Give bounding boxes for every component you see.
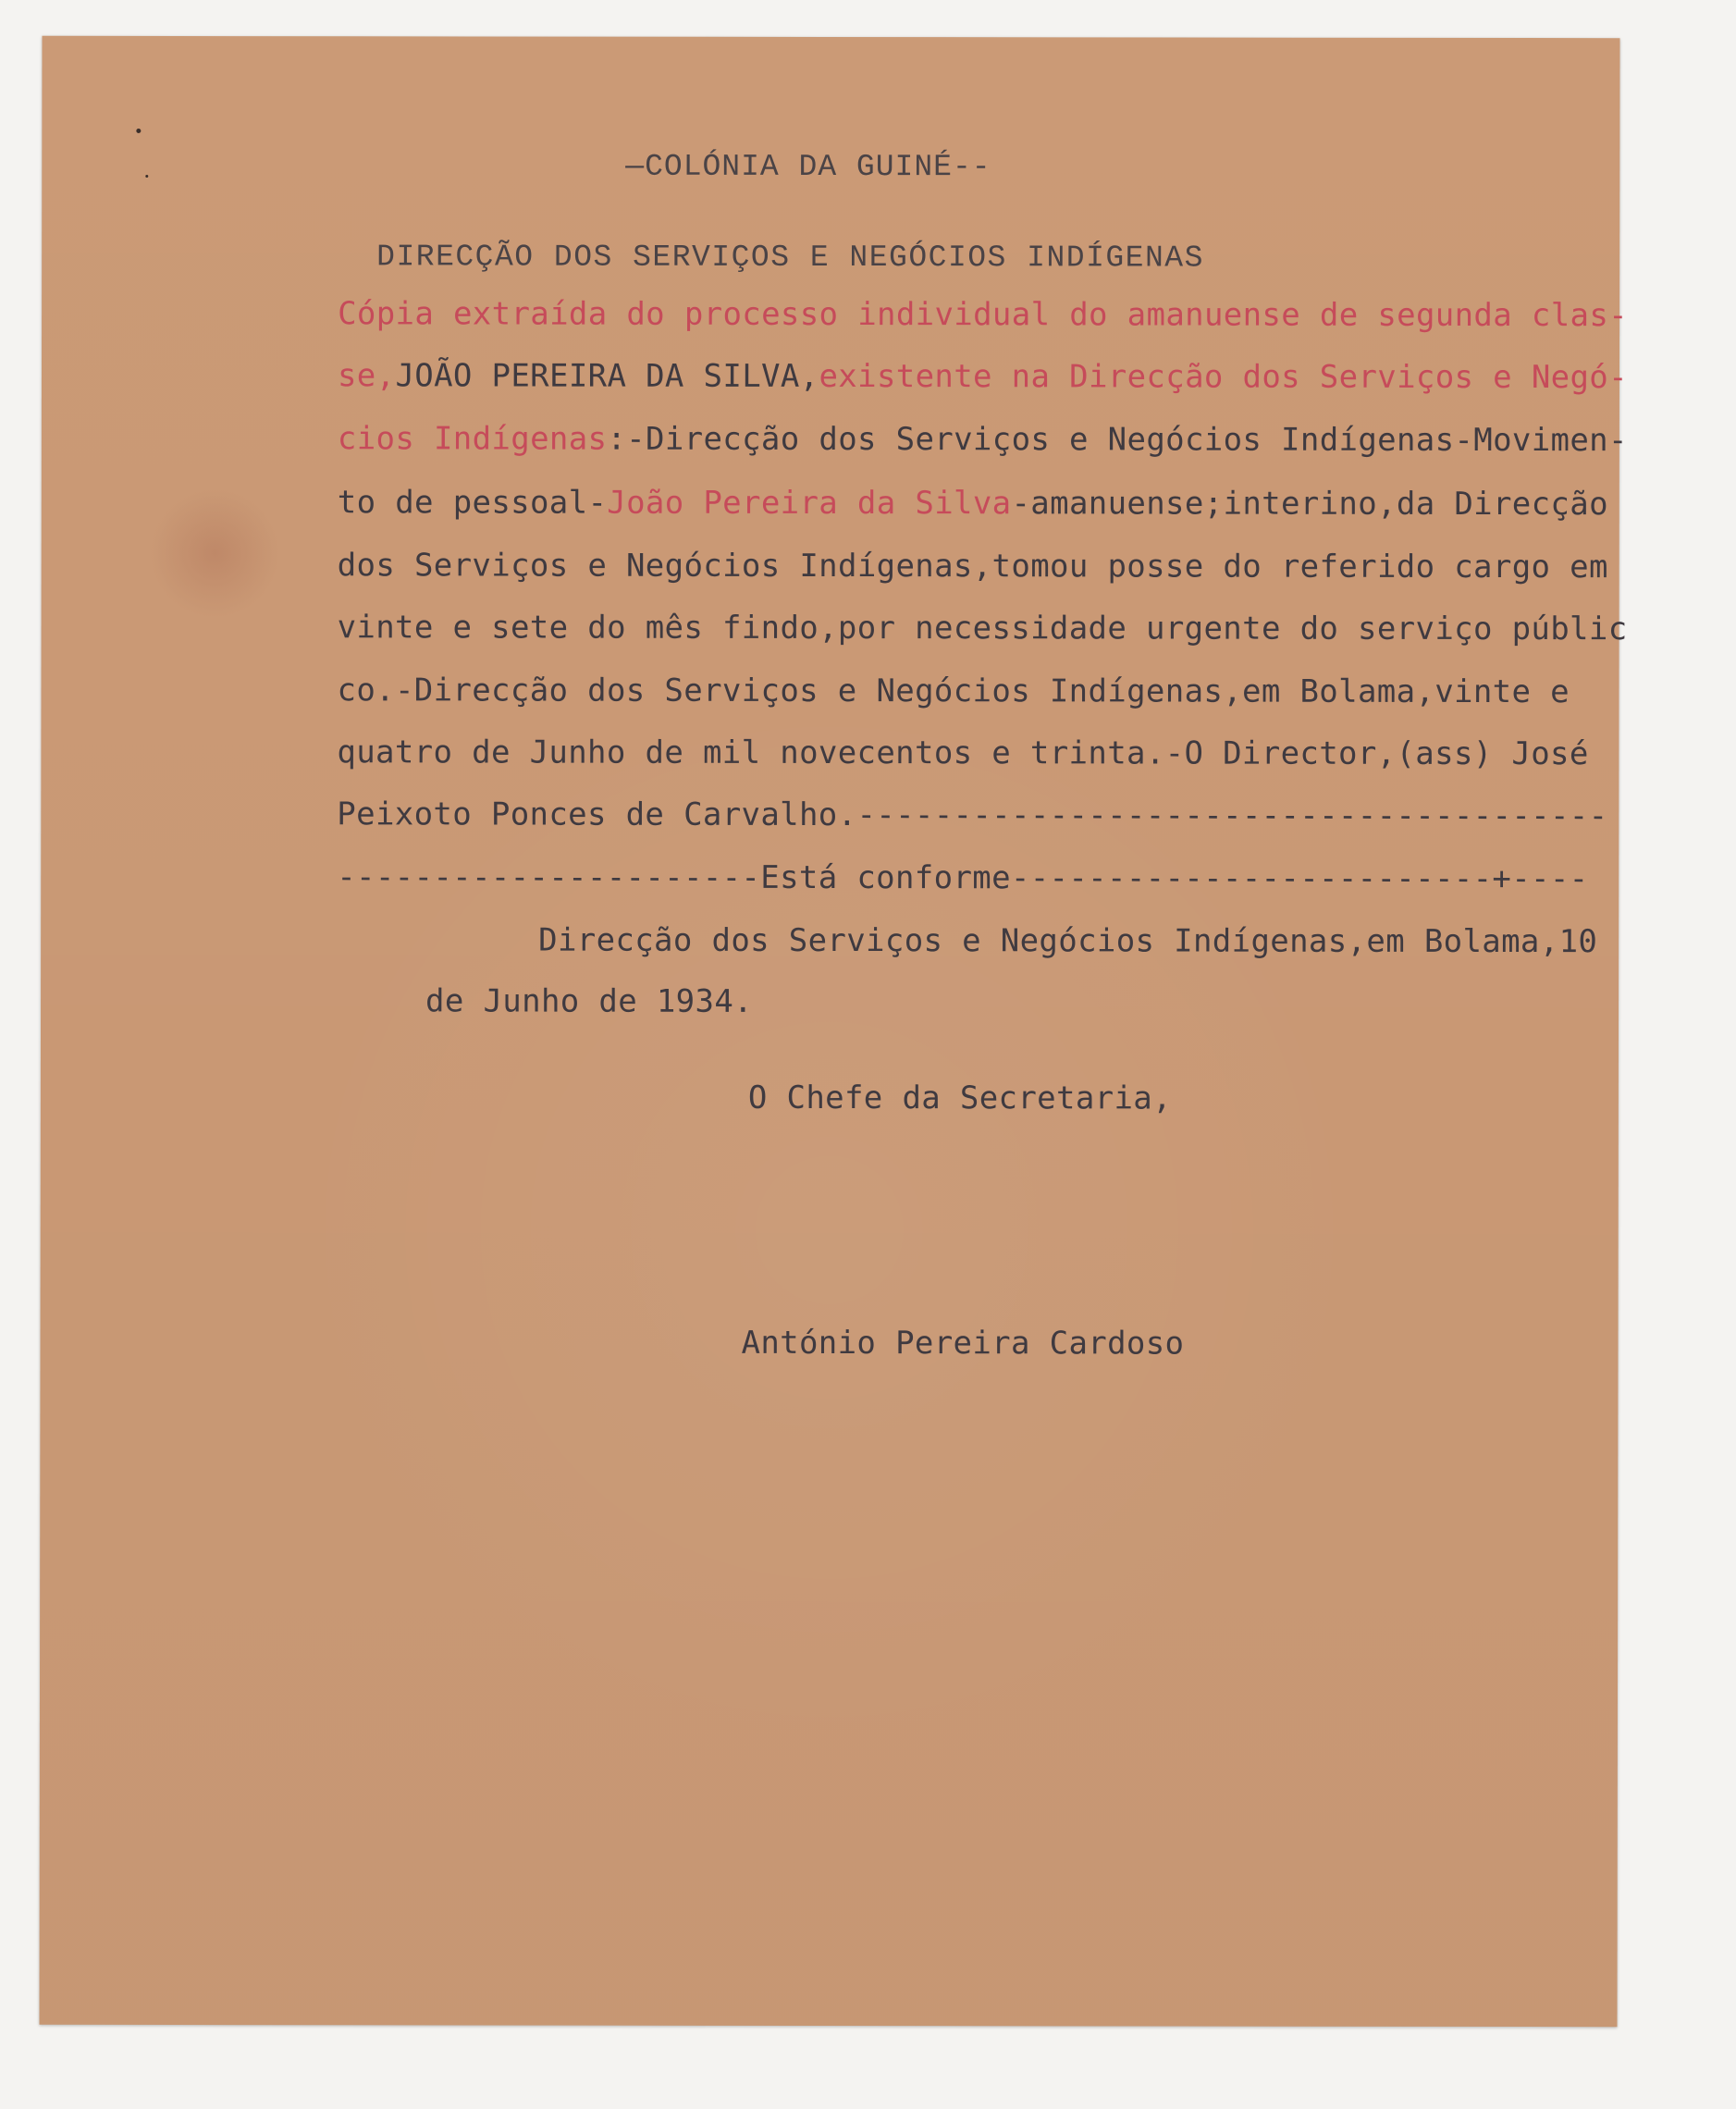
- body-line-9: Peixoto Ponces de Carvalho.---------------------------------------: [337, 796, 1608, 835]
- body-line-1-red: Cópia extraída do processo individual do amanuense de segunda clas-: [338, 295, 1629, 335]
- signature-name: António Pereira Cardoso: [741, 1324, 1185, 1363]
- body-line-2: [337, 357, 1628, 397]
- body-line-4: [337, 484, 1608, 524]
- body-line-2-name: JOÃO PEREIRA DA SILVA,: [395, 357, 819, 395]
- body-line-1: [338, 295, 1629, 335]
- body-line-8: quatro de Junho de mil novecentos e trinta.-O Director,(ass) José: [337, 734, 1589, 773]
- body-line-3: [337, 420, 1628, 460]
- location-date-line-1: Direcção dos Serviços e Negócios Indígenas,em Bolama,10: [538, 921, 1598, 961]
- body-line-7: co.-Direcção dos Serviços e Negócios Indígenas,em Bolama,vinte e: [337, 672, 1570, 711]
- colony-title: —COLÓNIA DA GUINÉ--: [625, 149, 991, 185]
- body-line-4-black-a: to de pessoal-: [337, 484, 608, 522]
- location-date-line-2: de Junho de 1934.: [425, 982, 754, 1020]
- document-page: [39, 36, 1629, 2027]
- signature-title: O Chefe da Secretaria,: [747, 1079, 1172, 1117]
- body-line-5: dos Serviços e Negócios Indígenas,tomou posse do referido cargo em: [337, 547, 1608, 586]
- department-heading: DIRECÇÃO DOS SERVIÇOS E NEGÓCIOS INDÍGENAS: [376, 240, 1204, 276]
- body-line-6: vinte e sete do mês findo,por necessidade urgente do serviço públic: [337, 609, 1628, 648]
- conformity-line: ----------------------Está conforme-------------------------+----: [337, 858, 1589, 898]
- body-line-4-red: João Pereira da Silva: [607, 484, 1012, 523]
- body-line-4-black-b: -amanuense;interino,da Direcção: [1011, 485, 1608, 524]
- paper-speck: [145, 175, 148, 178]
- body-line-3-black: :-Direcção dos Serviços e Negócios Indígenas-Movimen-: [607, 420, 1628, 460]
- body-line-2-red-b: existente na Direcção dos Serviços e Negó-: [819, 357, 1628, 397]
- paper-speck: [136, 129, 141, 133]
- body-line-3-red: cios Indígenas: [337, 420, 608, 458]
- body-line-2-red-a: se,: [337, 357, 396, 395]
